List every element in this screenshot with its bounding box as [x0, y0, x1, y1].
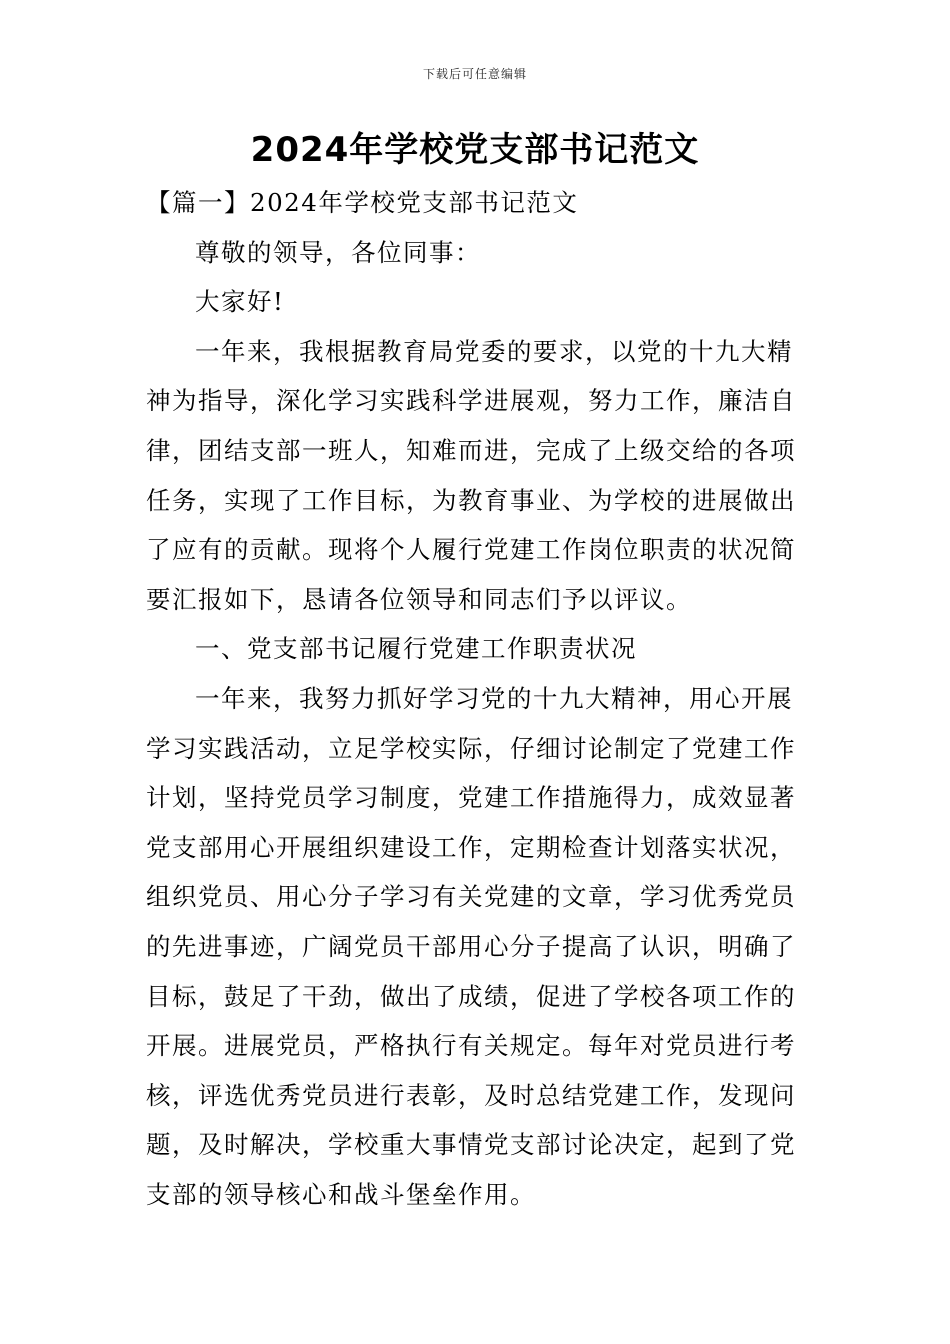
salutation-paragraph: 尊敬的领导，各位同事： [195, 237, 481, 267]
intro-paragraph: 一年来，我根据教育局党委的要求，以党的十九大精神为指导，深化学习实践科学进展观，努力工作，廉洁自律，团结支部一班人，知难而进，完成了上级交给的各项任务，实现了工作目标，为教育事业、为学校的进展做出了应有的贡献。现将个人履行党建工作岗位职责的状况简要汇报如下，恳请各位领导和同志们予以评议。 [146, 336, 796, 614]
section-label: 【篇一】2024年学校党支部书记范文 [146, 188, 579, 217]
document-body [146, 178, 806, 1219]
greeting-paragraph: 大家好! [195, 287, 285, 317]
header-note: 下载后可任意编辑 [422, 67, 527, 81]
section-heading: 一、党支部书记履行党建工作职责状况 [195, 634, 637, 664]
document-title: 2024年学校党支部书记范文 [250, 130, 700, 170]
section-body-paragraph: 一年来，我努力抓好学习党的十九大精神，用心开展学习实践活动，立足学校实际，仔细讨论制定了党建工作计划，坚持党员学习制度，党建工作措施得力，成效显著党支部用心开展组织建设工作，定期检查计划落实状况，组织党员、用心分子学习有关党建的文章，学习优秀党员的先进事迹，广阔党员干部用心分子提高了认识，明确了目标，鼓足了干劲，做出了成绩，促进了学校各项工作的开展。进展党员，严格执行有关规定。每年对党员进行考核，评选优秀党员进行表彰，及时总结党建工作，发现问题，及时解决，学校重大事情党支部讨论决定，起到了党支部的领导核心和战斗堡垒作用。 [146, 683, 796, 1209]
